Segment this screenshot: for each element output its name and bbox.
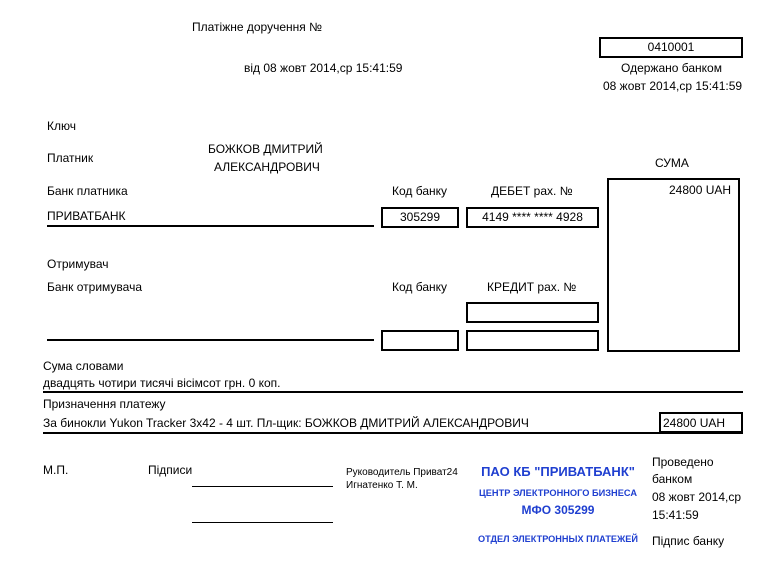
- payer-name-line2: АЛЕКСАНДРОВИЧ: [214, 160, 320, 174]
- payer-label: Платник: [47, 151, 94, 165]
- received-date: 08 жовт 2014,ср 15:41:59: [603, 79, 743, 93]
- document-number-box: [599, 37, 743, 58]
- amount-words-underline: [43, 391, 743, 393]
- payer-bank-code-box: [381, 207, 459, 228]
- signature-line-1: [192, 486, 333, 487]
- debit-account-box: [466, 207, 599, 228]
- conducted-line2: банком: [652, 472, 693, 486]
- head-line2: Игнатенко Т. М.: [346, 480, 418, 491]
- credit-label: КРЕДИТ рах. №: [487, 280, 577, 294]
- recipient-bank-code-label: Код банку: [392, 280, 448, 294]
- amount-words-label: Сума словами: [43, 359, 124, 373]
- credit-account-box: [466, 302, 599, 323]
- conducted-date1: 08 жовт 2014,ср: [652, 490, 742, 504]
- debit-account: 4149 **** **** 4928: [482, 210, 583, 224]
- payer-name-line1: БОЖКОВ ДМИТРИЙ: [208, 142, 323, 156]
- key-label: Ключ: [47, 119, 76, 133]
- document-title: Платіжне доручення №: [192, 20, 322, 34]
- payer-bank-label: Банк платника: [47, 184, 128, 198]
- document-date: від 08 жовт 2014,ср 15:41:59: [244, 61, 403, 75]
- purpose-amount: 24800 UAH: [663, 416, 726, 430]
- stamp-line1: ПАО КБ "ПРИВАТБАНК": [481, 464, 635, 479]
- mp-label: М.П.: [43, 463, 69, 477]
- bank-signature-label: Підпис банку: [652, 534, 725, 548]
- conducted-date2: 15:41:59: [652, 508, 699, 522]
- purpose-amount-box: [659, 412, 743, 433]
- recipient-bank-underline: [47, 339, 374, 341]
- stamp-line2: ЦЕНТР ЭЛЕКТРОННОГО БИЗНЕСА: [479, 488, 638, 498]
- received-label: Одержано банком: [621, 61, 722, 75]
- purpose-value: За бинокли Yukon Tracker 3х42 - 4 шт. Пл-щик: БОЖКОВ ДМИТРИЙ АЛЕКСАНДРОВИЧ: [43, 416, 529, 430]
- signature-line-2: [192, 522, 333, 523]
- purpose-underline: [43, 432, 743, 434]
- payer-bank-code-label: Код банку: [392, 184, 448, 198]
- purpose-label: Призначення платежу: [43, 397, 166, 411]
- stamp-line4: ОТДЕЛ ЭЛЕКТРОННЫХ ПЛАТЕЖЕЙ: [478, 534, 636, 544]
- payer-bank-code: 305299: [399, 210, 441, 224]
- sum-box: [607, 178, 740, 352]
- debit-label: ДЕБЕТ рах. №: [491, 184, 573, 198]
- sum-amount: 24800 UAH: [669, 183, 732, 197]
- recipient-label: Отримувач: [47, 257, 109, 271]
- bank-stamp: [472, 458, 644, 550]
- credit-extra-box: [466, 330, 599, 351]
- conducted-line1: Проведено: [652, 455, 714, 469]
- recipient-bank-code-box: [381, 330, 459, 351]
- stamp-line3: МФО 305299: [521, 503, 595, 517]
- recipient-bank-label: Банк отримувача: [47, 280, 143, 294]
- signatures-label: Підписи: [148, 463, 193, 477]
- payer-bank-name: ПРИВАТБАНК: [47, 209, 126, 223]
- amount-words-value: двадцять чотири тисячі вісімсот грн. 0 коп.: [43, 376, 281, 390]
- payer-bank-underline: [47, 225, 374, 227]
- head-line1: Руководитель Приват24: [346, 467, 458, 478]
- document-number: 0410001: [647, 40, 695, 54]
- sum-label: СУМА: [655, 156, 689, 170]
